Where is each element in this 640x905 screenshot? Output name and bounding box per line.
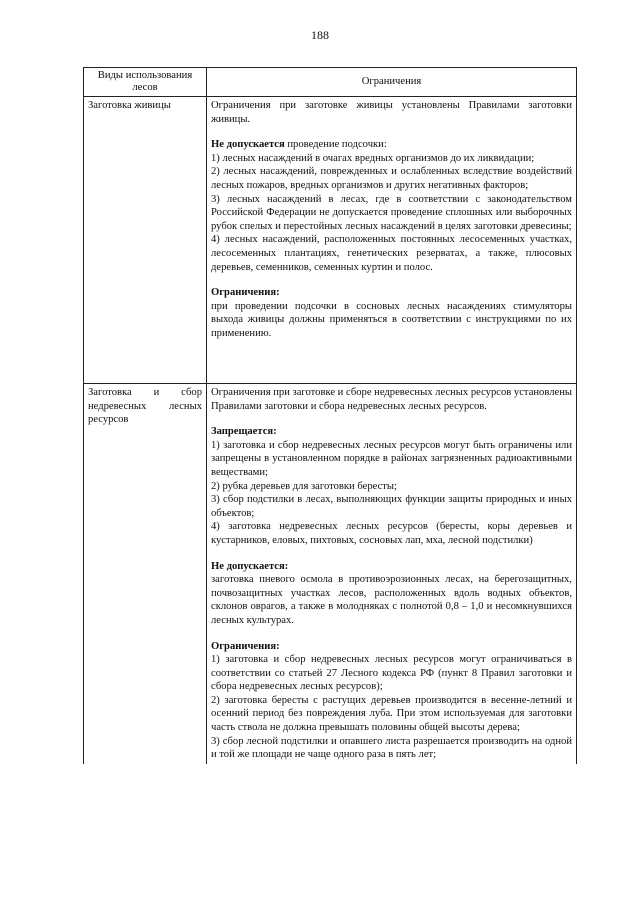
page-number: 188	[311, 28, 329, 42]
header-restrictions: Ограничения	[207, 68, 577, 97]
list-item: 1) лесных насаждений в очагах вредных организмов до их ликвидации;	[211, 152, 535, 164]
list-item: 2) заготовка бересты с растущих деревьев производится в весенне-летний и осенний период без повреждения луба. При этом используемая для заготовки часть ствола не должна превышать половины общей высоты дерева;	[211, 694, 572, 734]
list-item: 4) заготовка недревесных лесных ресурсов (бересты, коры деревьев и кустарников, еловых, пихтовых, сосновых лап, мха, лесной подстилки)	[211, 521, 572, 546]
table-row	[84, 97, 577, 384]
section-restrictions	[211, 640, 572, 762]
list-item: 2) лесных насаждений, поврежденных и ослабленных вследствие воздействий лесных пожаров, вредных организмов и других негативных факторов;	[211, 166, 572, 191]
section-heading: Ограничения:	[211, 287, 280, 299]
section-heading: Не допускается:	[211, 560, 289, 572]
intro-text: Ограничения при заготовке живицы установлены Правилами заготовки живицы.	[211, 100, 572, 125]
section-heading: Запрещается:	[211, 426, 277, 438]
list-item: 3) сбор лесной подстилки и опавшего листа разрешается производить на одной и той же площади не чаще одного раза в пять лет;	[211, 735, 572, 761]
list-item: 3) лесных насаждений в лесах, где в соответствии с законодательством Российской Федерации не допускается проведение сплошных или выборочных рубок спелых и перестойных лесных насаждений в целях заготовки древесины;	[211, 193, 572, 232]
list-item: 4) лесных насаждений, расположенных постоянных лесосеменных участках, лесосеменных плантациях, генетических резерватах, а также, плюсовых деревьев, семенников, семенных куртин и полос.	[211, 234, 572, 273]
list-item: 1) заготовка и сбор недревесных лесных ресурсов могут быть ограничены или запрещены в установленном порядке в районах загрязненных радиоактивными веществами;	[211, 439, 572, 478]
section-not-allowed	[211, 138, 572, 274]
list-item: 2) рубка деревьев для заготовки бересты;	[211, 480, 397, 492]
list-item: при проведении подсочки в сосновых лесных насаждениях стимуляторы выхода живицы должны применяться в соответствии с инструкциями по их применению.	[211, 300, 572, 339]
use-type-cell	[84, 97, 207, 384]
table-header-row	[84, 68, 577, 97]
section-heading-tail: проведение подсочки:	[284, 139, 387, 151]
use-type-cell	[84, 384, 207, 764]
use-type-label: Заготовка живицы	[88, 100, 171, 111]
section-heading: Ограничения:	[211, 640, 280, 652]
section-restrictions	[211, 286, 572, 340]
restrictions-cell	[207, 384, 577, 764]
list-item: 3) сбор подстилки в лесах, выполняющих функции защиты природных и иных объектов;	[211, 494, 572, 519]
header-forest-use-types: Виды использования лесов	[84, 68, 207, 97]
intro-paragraph	[211, 99, 572, 126]
list-item: заготовка пневого осмола в противоэрозионных лесах, на берегозащитных, почвозащитных участках лесов, расположенных вдоль водных объектов, склонов оврагов, а также в молодняках с полнотой 0,8 – 1,0 и несомкнувшихся лесных культурах.	[211, 574, 572, 626]
use-type-label: Заготовка и сбор недревесных лесных ресурсов	[88, 387, 202, 426]
intro-paragraph	[211, 386, 572, 413]
section-prohibited	[211, 425, 572, 547]
section-not-allowed	[211, 560, 572, 628]
restrictions-table	[83, 67, 577, 764]
section-heading: Не допускается	[211, 139, 285, 151]
list-item: 1) заготовка и сбор недревесных лесных ресурсов могут ограничиваться в соответствии со статьей 27 Лесного кодекса РФ (пункт 8 Правил заготовки и сбора недревесных лесных ресурсов);	[211, 654, 572, 693]
restrictions-cell	[207, 97, 577, 384]
table-row	[84, 384, 577, 764]
intro-text: Ограничения при заготовке и сборе недревесных лесных ресурсов установлены Правилами заготовки и сбора недревесных лесных ресурсов.	[211, 387, 572, 412]
section-heading-line	[211, 138, 572, 152]
